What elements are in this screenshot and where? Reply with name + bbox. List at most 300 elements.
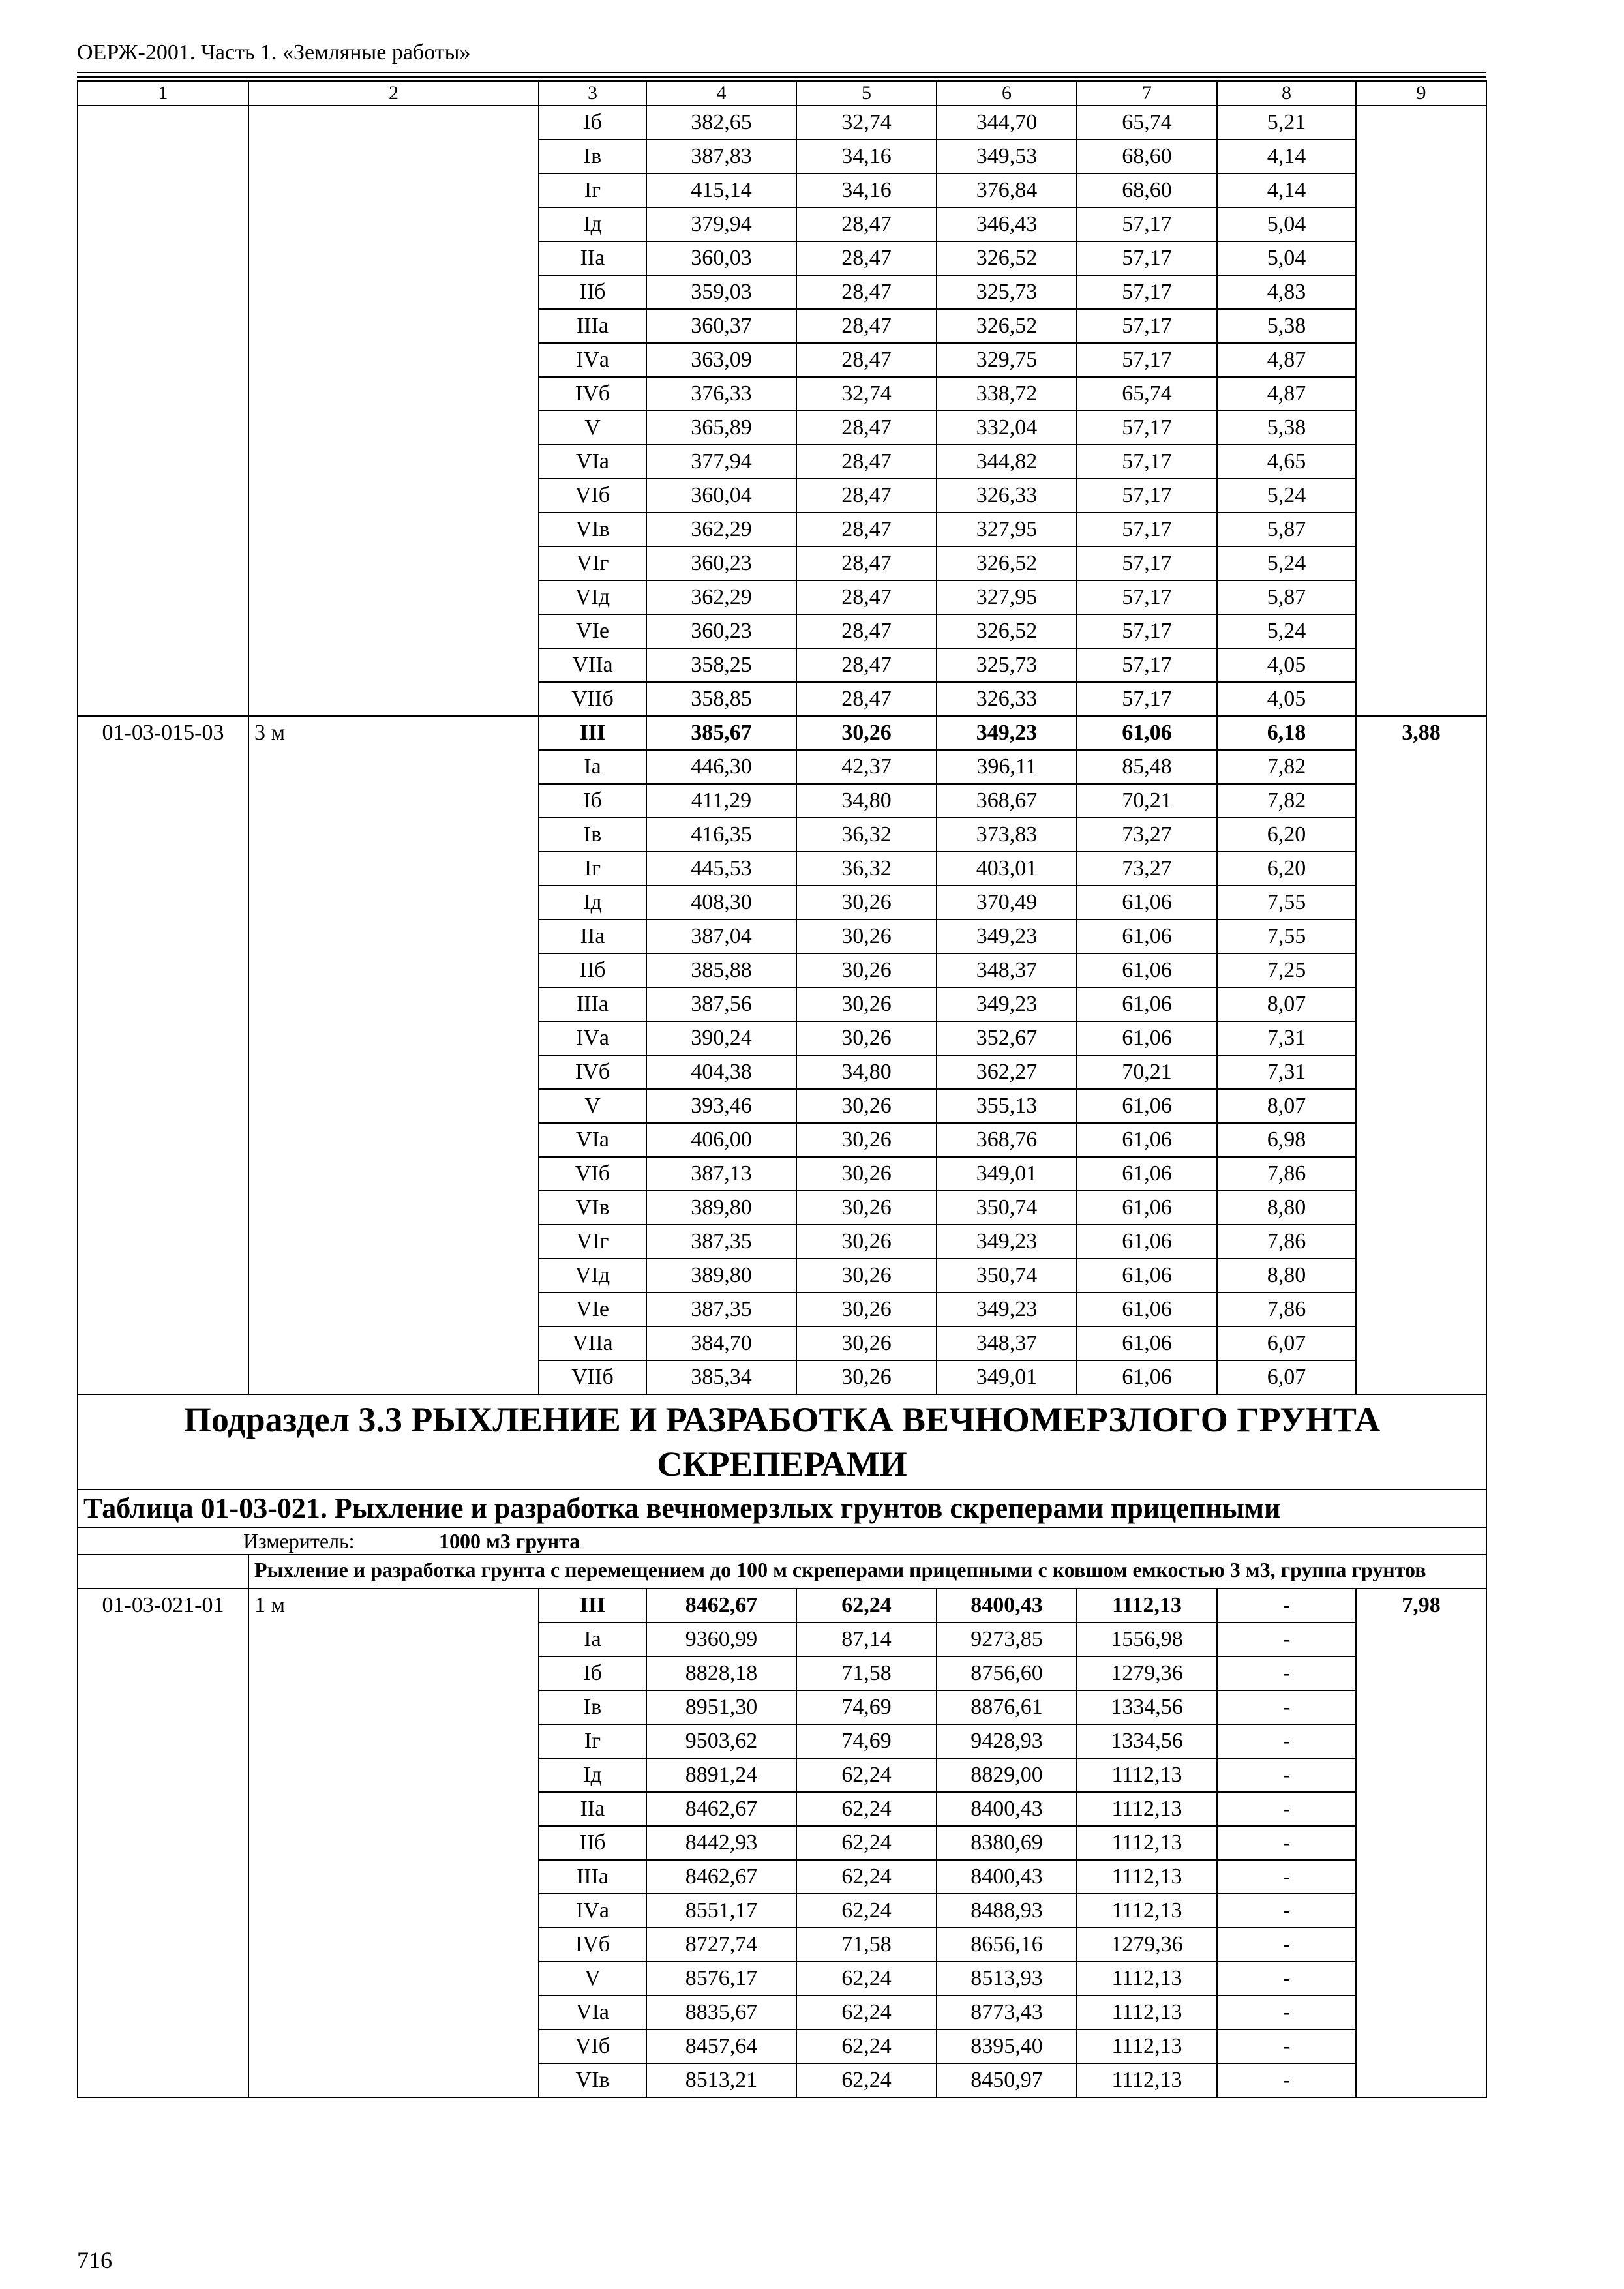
value-cell: 7,86 xyxy=(1217,1157,1356,1191)
value-cell: 28,47 xyxy=(796,207,937,241)
value-cell: 8450,97 xyxy=(937,2063,1077,2097)
value-cell: 8756,60 xyxy=(937,1656,1077,1690)
value-cell: 68,60 xyxy=(1077,173,1217,207)
soil-group-cell: IIIа xyxy=(539,1860,646,1894)
value-cell: 28,47 xyxy=(796,343,937,377)
value-cell: 28,47 xyxy=(796,479,937,513)
page-number: 716 xyxy=(77,2247,112,2273)
value-cell: 57,17 xyxy=(1077,682,1217,716)
value-cell: 360,03 xyxy=(646,241,796,275)
value-cell: 9360,99 xyxy=(646,1623,796,1656)
value-cell: 396,11 xyxy=(937,750,1077,784)
value-cell: 387,35 xyxy=(646,1293,796,1326)
value-cell: 5,87 xyxy=(1217,580,1356,614)
value-cell: 28,47 xyxy=(796,445,937,479)
col9-cell: 3,88 xyxy=(1356,716,1486,1394)
soil-group-cell: Iд xyxy=(539,886,646,920)
value-cell: 4,05 xyxy=(1217,648,1356,682)
value-cell: 8442,93 xyxy=(646,1826,796,1860)
value-cell: 28,47 xyxy=(796,648,937,682)
soil-group-cell: III xyxy=(539,716,646,750)
value-cell: 57,17 xyxy=(1077,546,1217,580)
value-cell: 7,86 xyxy=(1217,1225,1356,1259)
value-cell: 393,46 xyxy=(646,1089,796,1123)
value-cell: 387,56 xyxy=(646,987,796,1021)
value-cell: 387,04 xyxy=(646,920,796,953)
value-cell: 61,06 xyxy=(1077,1293,1217,1326)
value-cell: 61,06 xyxy=(1077,1225,1217,1259)
value-cell: 28,47 xyxy=(796,513,937,546)
soil-group-cell: IIб xyxy=(539,275,646,309)
value-cell: 344,70 xyxy=(937,106,1077,140)
value-cell: 8513,93 xyxy=(937,1962,1077,1996)
soil-group-cell: IVб xyxy=(539,1928,646,1962)
value-cell: 5,24 xyxy=(1217,614,1356,648)
value-cell: 416,35 xyxy=(646,818,796,852)
soil-group-cell: IIIа xyxy=(539,309,646,343)
table-row xyxy=(78,716,1486,750)
value-cell: 7,55 xyxy=(1217,886,1356,920)
value-cell: 5,24 xyxy=(1217,546,1356,580)
value-cell: 344,82 xyxy=(937,445,1077,479)
value-cell: - xyxy=(1217,1826,1356,1860)
soil-group-cell: Iг xyxy=(539,852,646,886)
value-cell: 387,13 xyxy=(646,1157,796,1191)
value-cell: 350,74 xyxy=(937,1191,1077,1225)
soil-group-cell: VIIб xyxy=(539,682,646,716)
value-cell: 7,82 xyxy=(1217,750,1356,784)
value-cell: 350,74 xyxy=(937,1259,1077,1293)
value-cell: 387,35 xyxy=(646,1225,796,1259)
value-cell: 385,34 xyxy=(646,1360,796,1394)
value-cell: 384,70 xyxy=(646,1326,796,1360)
value-cell: 8835,67 xyxy=(646,1996,796,2029)
name-cell: 1 м xyxy=(248,1589,539,2097)
value-cell: 360,23 xyxy=(646,614,796,648)
soil-group-cell: Iб xyxy=(539,1656,646,1690)
value-cell: 365,89 xyxy=(646,411,796,445)
value-cell: 348,37 xyxy=(937,1326,1077,1360)
value-cell: 30,26 xyxy=(796,1157,937,1191)
value-cell: 73,27 xyxy=(1077,852,1217,886)
value-cell: 36,32 xyxy=(796,852,937,886)
value-cell: 57,17 xyxy=(1077,241,1217,275)
value-cell: 9503,62 xyxy=(646,1724,796,1758)
value-cell: - xyxy=(1217,1962,1356,1996)
value-cell: - xyxy=(1217,2063,1356,2097)
value-cell: 411,29 xyxy=(646,784,796,818)
soil-group-cell: Iв xyxy=(539,140,646,173)
value-cell: 1112,13 xyxy=(1077,1792,1217,1826)
value-cell: 360,04 xyxy=(646,479,796,513)
value-cell: 326,33 xyxy=(937,479,1077,513)
value-cell: 7,55 xyxy=(1217,920,1356,953)
value-cell: 28,47 xyxy=(796,614,937,648)
value-cell: 8462,67 xyxy=(646,1792,796,1826)
value-cell: 36,32 xyxy=(796,818,937,852)
value-cell: - xyxy=(1217,1894,1356,1928)
value-cell: 8951,30 xyxy=(646,1690,796,1724)
soil-group-cell: IIа xyxy=(539,1792,646,1826)
value-cell: 30,26 xyxy=(796,886,937,920)
value-cell: 1112,13 xyxy=(1077,1860,1217,1894)
value-cell: 352,67 xyxy=(937,1021,1077,1055)
value-cell: 326,52 xyxy=(937,614,1077,648)
value-cell: 57,17 xyxy=(1077,648,1217,682)
value-cell: 8576,17 xyxy=(646,1962,796,1996)
value-cell: 57,17 xyxy=(1077,343,1217,377)
value-cell: 445,53 xyxy=(646,852,796,886)
value-cell: 346,43 xyxy=(937,207,1077,241)
value-cell: 349,23 xyxy=(937,1293,1077,1326)
value-cell: 329,75 xyxy=(937,343,1077,377)
soil-group-cell: VIа xyxy=(539,1123,646,1157)
value-cell: 30,26 xyxy=(796,716,937,750)
soil-group-cell: VIб xyxy=(539,1157,646,1191)
soil-group-cell: VIг xyxy=(539,1225,646,1259)
value-cell: 30,26 xyxy=(796,1089,937,1123)
value-cell: 62,24 xyxy=(796,1894,937,1928)
value-cell: 362,29 xyxy=(646,513,796,546)
value-cell: 57,17 xyxy=(1077,275,1217,309)
value-cell: 28,47 xyxy=(796,682,937,716)
value-cell: - xyxy=(1217,2029,1356,2063)
value-cell: 34,80 xyxy=(796,1055,937,1089)
code-cell: 01-03-021-01 xyxy=(78,1589,248,2097)
value-cell: 376,84 xyxy=(937,173,1077,207)
value-cell: 349,23 xyxy=(937,920,1077,953)
soil-group-cell: VIв xyxy=(539,1191,646,1225)
value-cell: 6,98 xyxy=(1217,1123,1356,1157)
soil-group-cell: VIб xyxy=(539,479,646,513)
soil-group-cell: V xyxy=(539,1962,646,1996)
soil-group-cell: IIа xyxy=(539,920,646,953)
column-number-row xyxy=(78,81,1486,106)
header-rule-bottom xyxy=(77,76,1486,78)
column-number: 4 xyxy=(646,81,796,106)
value-cell: 5,24 xyxy=(1217,479,1356,513)
value-cell: 42,37 xyxy=(796,750,937,784)
value-cell: 6,20 xyxy=(1217,818,1356,852)
value-cell: 358,25 xyxy=(646,648,796,682)
value-cell: 70,21 xyxy=(1077,784,1217,818)
value-cell: - xyxy=(1217,1623,1356,1656)
table-row xyxy=(78,106,1486,140)
value-cell: 70,21 xyxy=(1077,1055,1217,1089)
value-cell: 358,85 xyxy=(646,682,796,716)
soil-group-cell: VIг xyxy=(539,546,646,580)
value-cell: 7,31 xyxy=(1217,1021,1356,1055)
value-cell: 62,24 xyxy=(796,1758,937,1792)
value-cell: 6,07 xyxy=(1217,1360,1356,1394)
value-cell: 57,17 xyxy=(1077,479,1217,513)
value-cell: 9273,85 xyxy=(937,1623,1077,1656)
soil-group-cell: Iа xyxy=(539,750,646,784)
soil-group-cell: VIв xyxy=(539,513,646,546)
value-cell: 370,49 xyxy=(937,886,1077,920)
header-rule-top xyxy=(77,72,1486,73)
value-cell: 8462,67 xyxy=(646,1589,796,1623)
soil-group-cell: IIIа xyxy=(539,987,646,1021)
soil-group-cell: VIе xyxy=(539,1293,646,1326)
value-cell: 446,30 xyxy=(646,750,796,784)
value-cell: 28,47 xyxy=(796,309,937,343)
value-cell: 28,47 xyxy=(796,546,937,580)
value-cell: 390,24 xyxy=(646,1021,796,1055)
soil-group-cell: IIб xyxy=(539,953,646,987)
value-cell: 8,80 xyxy=(1217,1259,1356,1293)
value-cell: 30,26 xyxy=(796,987,937,1021)
soil-group-cell: Iб xyxy=(539,106,646,140)
value-cell: 363,09 xyxy=(646,343,796,377)
value-cell: 57,17 xyxy=(1077,580,1217,614)
soil-group-cell: VIе xyxy=(539,614,646,648)
value-cell: 8773,43 xyxy=(937,1996,1077,2029)
code-cell xyxy=(78,106,248,716)
value-cell: 406,00 xyxy=(646,1123,796,1157)
value-cell: 327,95 xyxy=(937,580,1077,614)
value-cell: 368,67 xyxy=(937,784,1077,818)
column-number: 1 xyxy=(78,81,248,106)
value-cell: 349,23 xyxy=(937,987,1077,1021)
value-cell: 57,17 xyxy=(1077,614,1217,648)
value-cell: 5,38 xyxy=(1217,309,1356,343)
soil-group-cell: IVа xyxy=(539,343,646,377)
value-cell: 74,69 xyxy=(796,1724,937,1758)
value-cell: 57,17 xyxy=(1077,207,1217,241)
value-cell: 71,58 xyxy=(796,1656,937,1690)
value-cell: 34,16 xyxy=(796,173,937,207)
value-cell: 8462,67 xyxy=(646,1860,796,1894)
value-cell: 6,07 xyxy=(1217,1326,1356,1360)
measure-value: 1000 м3 грунта xyxy=(439,1529,580,1553)
value-cell: 326,52 xyxy=(937,546,1077,580)
value-cell: 362,29 xyxy=(646,580,796,614)
value-cell: - xyxy=(1217,1792,1356,1826)
value-cell: 68,60 xyxy=(1077,140,1217,173)
measure-label: Измеритель: xyxy=(243,1529,355,1553)
value-cell: 1112,13 xyxy=(1077,1758,1217,1792)
value-cell: 1112,13 xyxy=(1077,1894,1217,1928)
value-cell: - xyxy=(1217,1996,1356,2029)
value-cell: 349,01 xyxy=(937,1157,1077,1191)
value-cell: 8395,40 xyxy=(937,2029,1077,2063)
value-cell: 9428,93 xyxy=(937,1724,1077,1758)
value-cell: 348,37 xyxy=(937,953,1077,987)
section-row xyxy=(78,1394,1486,1489)
value-cell: 327,95 xyxy=(937,513,1077,546)
soil-group-cell: VIIб xyxy=(539,1360,646,1394)
value-cell: 8828,18 xyxy=(646,1656,796,1690)
value-cell: 360,23 xyxy=(646,546,796,580)
value-cell: 57,17 xyxy=(1077,513,1217,546)
value-cell: 30,26 xyxy=(796,1123,937,1157)
value-cell: 389,80 xyxy=(646,1191,796,1225)
value-cell: 349,01 xyxy=(937,1360,1077,1394)
soil-group-cell: Iг xyxy=(539,1724,646,1758)
column-number: 2 xyxy=(248,81,539,106)
value-cell: 360,37 xyxy=(646,309,796,343)
column-number: 5 xyxy=(796,81,937,106)
value-cell: 61,06 xyxy=(1077,716,1217,750)
value-cell: 32,74 xyxy=(796,106,937,140)
table-title: Таблица 01-03-021. Рыхление и разработка вечномерзлых грунтов скреперами прицепными xyxy=(78,1489,1486,1527)
value-cell: 28,47 xyxy=(796,275,937,309)
value-cell: 5,87 xyxy=(1217,513,1356,546)
soil-group-cell: Iб xyxy=(539,784,646,818)
value-cell: 62,24 xyxy=(796,1996,937,2029)
value-cell: 65,74 xyxy=(1077,377,1217,411)
value-cell: 368,76 xyxy=(937,1123,1077,1157)
soil-group-cell: IIб xyxy=(539,1826,646,1860)
value-cell: 30,26 xyxy=(796,1259,937,1293)
value-cell: 61,06 xyxy=(1077,1123,1217,1157)
value-cell: 326,52 xyxy=(937,241,1077,275)
value-cell: 1112,13 xyxy=(1077,1962,1217,1996)
value-cell: 8829,00 xyxy=(937,1758,1077,1792)
value-cell: 30,26 xyxy=(796,1293,937,1326)
name-cell xyxy=(248,106,539,716)
value-cell: 1334,56 xyxy=(1077,1690,1217,1724)
soil-group-cell: IVб xyxy=(539,1055,646,1089)
value-cell: 8876,61 xyxy=(937,1690,1077,1724)
value-cell: 349,53 xyxy=(937,140,1077,173)
value-cell: 5,38 xyxy=(1217,411,1356,445)
value-cell: 85,48 xyxy=(1077,750,1217,784)
table-description: Рыхление и разработка грунта с перемещением до 100 м скреперами прицепными с ковшом емкостью 3 м3, группа грунтов xyxy=(248,1555,1486,1589)
value-cell: 326,52 xyxy=(937,309,1077,343)
value-cell: 8400,43 xyxy=(937,1860,1077,1894)
column-number: 9 xyxy=(1356,81,1486,106)
value-cell: 62,24 xyxy=(796,2029,937,2063)
value-cell: 4,87 xyxy=(1217,377,1356,411)
value-cell: - xyxy=(1217,1928,1356,1962)
section-title: Подраздел 3.3 РЫХЛЕНИЕ И РАЗРАБОТКА ВЕЧНОМЕРЗЛОГО ГРУНТА СКРЕПЕРАМИ xyxy=(78,1394,1486,1489)
value-cell: 7,82 xyxy=(1217,784,1356,818)
value-cell: 415,14 xyxy=(646,173,796,207)
value-cell: 28,47 xyxy=(796,241,937,275)
value-cell: 7,25 xyxy=(1217,953,1356,987)
value-cell: 61,06 xyxy=(1077,1360,1217,1394)
value-cell: 30,26 xyxy=(796,1191,937,1225)
value-cell: 338,72 xyxy=(937,377,1077,411)
value-cell: 4,05 xyxy=(1217,682,1356,716)
value-cell: 1112,13 xyxy=(1077,2063,1217,2097)
value-cell: 1279,36 xyxy=(1077,1928,1217,1962)
value-cell: 8551,17 xyxy=(646,1894,796,1928)
value-cell: 30,26 xyxy=(796,1225,937,1259)
soil-group-cell: VIд xyxy=(539,1259,646,1293)
value-cell: 1112,13 xyxy=(1077,1826,1217,1860)
soil-group-cell: IVа xyxy=(539,1894,646,1928)
value-cell: 62,24 xyxy=(796,1589,937,1623)
value-cell: 1112,13 xyxy=(1077,1996,1217,2029)
value-cell: 61,06 xyxy=(1077,920,1217,953)
soil-group-cell: Iг xyxy=(539,173,646,207)
value-cell: 57,17 xyxy=(1077,309,1217,343)
value-cell: 325,73 xyxy=(937,648,1077,682)
value-cell: 30,26 xyxy=(796,1360,937,1394)
column-number: 6 xyxy=(937,81,1077,106)
value-cell: - xyxy=(1217,1690,1356,1724)
value-cell: 73,27 xyxy=(1077,818,1217,852)
column-number: 8 xyxy=(1217,81,1356,106)
value-cell: 28,47 xyxy=(796,580,937,614)
value-cell: 8,80 xyxy=(1217,1191,1356,1225)
value-cell: 61,06 xyxy=(1077,1089,1217,1123)
value-cell: - xyxy=(1217,1589,1356,1623)
value-cell: 359,03 xyxy=(646,275,796,309)
name-cell: 3 м xyxy=(248,716,539,1394)
value-cell: 71,58 xyxy=(796,1928,937,1962)
col9-cell xyxy=(1356,106,1486,716)
value-cell: 377,94 xyxy=(646,445,796,479)
value-cell: - xyxy=(1217,1724,1356,1758)
value-cell: 62,24 xyxy=(796,2063,937,2097)
value-cell: 61,06 xyxy=(1077,1326,1217,1360)
value-cell: 61,06 xyxy=(1077,1191,1217,1225)
value-cell: 8400,43 xyxy=(937,1792,1077,1826)
soil-group-cell: Iв xyxy=(539,1690,646,1724)
value-cell: 349,23 xyxy=(937,716,1077,750)
value-cell: 404,38 xyxy=(646,1055,796,1089)
value-cell: 61,06 xyxy=(1077,1259,1217,1293)
value-cell: 30,26 xyxy=(796,953,937,987)
value-cell: - xyxy=(1217,1656,1356,1690)
value-cell: 1112,13 xyxy=(1077,1589,1217,1623)
soil-group-cell: Iв xyxy=(539,818,646,852)
value-cell: 4,14 xyxy=(1217,173,1356,207)
value-cell: 326,33 xyxy=(937,682,1077,716)
soil-group-cell: VIIа xyxy=(539,1326,646,1360)
value-cell: 4,14 xyxy=(1217,140,1356,173)
value-cell: 62,24 xyxy=(796,1962,937,1996)
value-cell: 65,74 xyxy=(1077,106,1217,140)
soil-group-cell: V xyxy=(539,411,646,445)
soil-group-cell: III xyxy=(539,1589,646,1623)
value-cell: 1279,36 xyxy=(1077,1656,1217,1690)
soil-group-cell: VIIа xyxy=(539,648,646,682)
value-cell: 61,06 xyxy=(1077,1021,1217,1055)
value-cell: 7,86 xyxy=(1217,1293,1356,1326)
value-cell: 6,20 xyxy=(1217,852,1356,886)
value-cell: 8,07 xyxy=(1217,1089,1356,1123)
value-cell: 349,23 xyxy=(937,1225,1077,1259)
soil-group-cell: VIв xyxy=(539,2063,646,2097)
value-cell: 385,88 xyxy=(646,953,796,987)
measure-cell xyxy=(78,1527,1486,1555)
soil-group-cell: Iа xyxy=(539,1623,646,1656)
value-cell: 387,83 xyxy=(646,140,796,173)
value-cell: 62,24 xyxy=(796,1792,937,1826)
value-cell: 1556,98 xyxy=(1077,1623,1217,1656)
value-cell: 8727,74 xyxy=(646,1928,796,1962)
value-cell: - xyxy=(1217,1758,1356,1792)
value-cell: 382,65 xyxy=(646,106,796,140)
value-cell: 61,06 xyxy=(1077,886,1217,920)
rates-table xyxy=(77,80,1487,2098)
value-cell: 61,06 xyxy=(1077,953,1217,987)
soil-group-cell: VIа xyxy=(539,1996,646,2029)
value-cell: 32,74 xyxy=(796,377,937,411)
value-cell: 389,80 xyxy=(646,1259,796,1293)
value-cell: 8891,24 xyxy=(646,1758,796,1792)
value-cell: 34,16 xyxy=(796,140,937,173)
value-cell: 8,07 xyxy=(1217,987,1356,1021)
code-cell: 01-03-015-03 xyxy=(78,716,248,1394)
value-cell: 1112,13 xyxy=(1077,2029,1217,2063)
value-cell: 332,04 xyxy=(937,411,1077,445)
